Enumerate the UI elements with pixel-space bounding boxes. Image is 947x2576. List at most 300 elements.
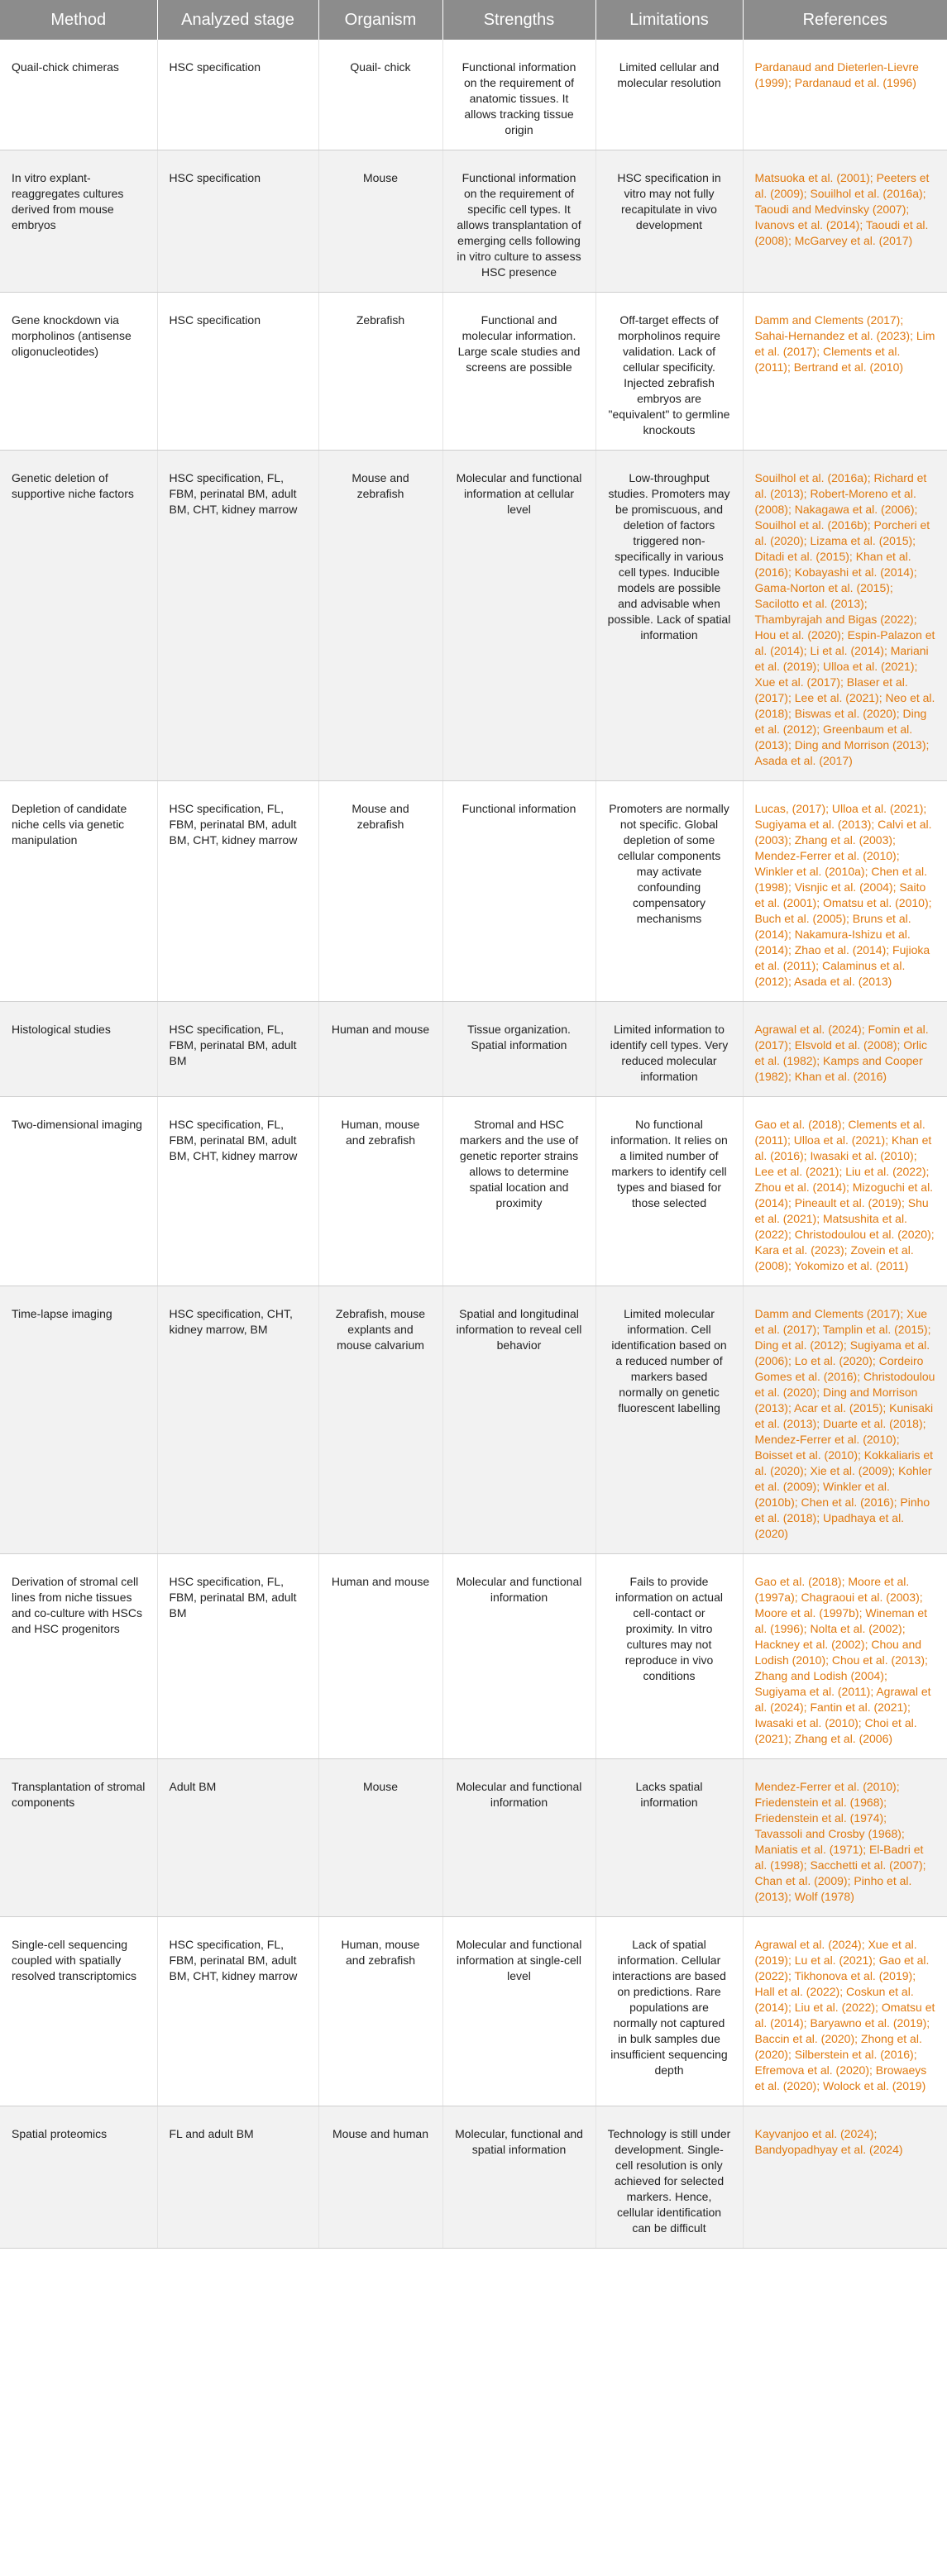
reference-link[interactable]: Clements et al. (2011) xyxy=(754,1118,925,1147)
reference-separator: ; xyxy=(869,2063,876,2077)
reference-link[interactable]: Lucas, (2017) xyxy=(754,802,826,815)
header-strengths: Strengths xyxy=(442,0,595,40)
reference-link[interactable]: Moore et al. (1997b) xyxy=(754,1606,859,1620)
reference-link[interactable]: Tavassoli and Crosby (1968) xyxy=(754,1827,902,1840)
reference-link[interactable]: Fujioka et al. (2011) xyxy=(754,943,930,972)
reference-link[interactable]: Winkler et al. (2010b) xyxy=(754,1480,890,1509)
strengths-cell: Spatial and longitudinal information to reveal cell behavior xyxy=(442,1286,595,1554)
method-cell: In vitro explant-reaggregates cultures derived from mouse embryos xyxy=(0,150,157,293)
reference-separator: ; xyxy=(816,345,823,358)
reference-link[interactable]: Chan et al. (2009) xyxy=(754,1874,848,1887)
reference-link[interactable]: Winkler et al. (2010a) xyxy=(754,865,865,878)
reference-separator: ; xyxy=(787,1133,794,1147)
reference-separator: ; xyxy=(803,1622,811,1635)
reference-link[interactable]: Baccin et al. (2020) xyxy=(754,2032,855,2045)
method-cell: Transplantation of stromal components xyxy=(0,1759,157,1917)
reference-link[interactable]: Zhang et al. (2006) xyxy=(794,1732,893,1745)
reference-link[interactable]: Xue et al. (2017) xyxy=(754,1307,928,1336)
reference-separator: ; xyxy=(912,534,916,547)
method-cell: Gene knockdown via morpholinos (antisense oligonucleotides) xyxy=(0,293,157,451)
reference-link[interactable]: Sahai-Hernandez et al. (2023) xyxy=(754,329,911,342)
reference-separator: ; xyxy=(816,1417,823,1430)
reference-separator: ; xyxy=(787,76,795,89)
reference-separator: ; xyxy=(816,660,823,673)
reference-link[interactable]: Richard et al. (2013) xyxy=(754,471,927,500)
reference-link[interactable]: Ding and Morrison (2013) xyxy=(794,738,926,751)
reference-link[interactable]: Calvi et al. (2003) xyxy=(754,818,932,847)
reference-separator: ; xyxy=(839,1165,846,1178)
reference-link[interactable]: Kara et al. (2023) xyxy=(754,1243,844,1257)
reference-link[interactable]: Choi et al. (2021) xyxy=(754,1716,917,1745)
reference-separator: ; xyxy=(787,1228,795,1241)
reference-link[interactable]: Ding et al. (2012) xyxy=(754,707,927,736)
reference-link[interactable]: Coskun et al. (2014) xyxy=(754,1985,914,2014)
table-row xyxy=(0,1759,947,1917)
reference-link[interactable]: Liu et al. (2022) xyxy=(794,2001,876,2014)
reference-separator: ; xyxy=(787,1953,795,1967)
reference-link[interactable]: Zhong et al. (2020) xyxy=(754,2032,922,2061)
reference-link[interactable]: Gao et al. (2018) xyxy=(754,1118,842,1131)
organism-cell: Mouse and zebrafish xyxy=(318,451,442,781)
reference-separator: ; xyxy=(816,1480,823,1493)
reference-link[interactable]: Espin-Palazon et al. (2014) xyxy=(754,628,935,657)
reference-separator: ; xyxy=(927,1323,931,1336)
reference-link[interactable]: Gao et al. (2018) xyxy=(754,1575,842,1588)
reference-link[interactable]: Damm and Clements (2017) xyxy=(754,313,901,327)
reference-link[interactable]: Khan et al. (2016) xyxy=(794,1070,887,1083)
reference-link[interactable]: Iwasaki et al. (2010) xyxy=(754,1716,859,1729)
references-cell xyxy=(743,150,947,293)
reference-link[interactable]: Zhang et al. (2003) xyxy=(794,833,893,847)
reference-link[interactable]: Khan et al. (2016) xyxy=(754,1133,932,1162)
reference-link[interactable]: Greenbaum et al. (2013) xyxy=(754,723,913,751)
reference-link[interactable]: Maniatis et al. (1971) xyxy=(754,1843,863,1856)
limitations-cell: Fails to provide information on actual cell-contact or proximity. In vitro cultures may not reproduce in vivo conditions xyxy=(595,1554,743,1759)
reference-link[interactable]: Agrawal et al. (2024) xyxy=(754,1685,931,1714)
reference-link[interactable]: Mendez-Ferrer et al. (2010) xyxy=(754,849,897,862)
reference-separator: ; xyxy=(787,1890,795,1903)
reference-link[interactable]: Taoudi and Medvinsky (2007) xyxy=(754,203,906,216)
reference-separator: ; xyxy=(816,1054,823,1067)
reference-separator: ; xyxy=(803,2016,811,2030)
reference-separator: ; xyxy=(787,691,795,704)
reference-link[interactable]: Sacchetti et al. (2007) xyxy=(810,1858,923,1872)
reference-separator: ; xyxy=(902,1622,906,1635)
organism-cell: Mouse and human xyxy=(318,2106,442,2249)
reference-link[interactable]: Wolock et al. (2019) xyxy=(823,2079,926,2092)
table-row xyxy=(0,2106,947,2249)
reference-separator: ; xyxy=(864,865,872,878)
reference-link[interactable]: Chagraoui et al. (2003) xyxy=(801,1591,920,1604)
organism-cell: Human and mouse xyxy=(318,1002,442,1097)
organism-cell: Mouse xyxy=(318,150,442,293)
reference-separator: ; xyxy=(863,1843,870,1856)
reference-link[interactable]: Matsushita et al. (2022) xyxy=(754,1212,907,1241)
table-row xyxy=(0,150,947,293)
method-cell: Derivation of stromal cell lines from niche tissues and co-culture with HSCs and HSC progenitors xyxy=(0,1554,157,1759)
reference-separator: ; xyxy=(816,1212,823,1225)
table-row xyxy=(0,1286,947,1554)
limitations-cell: Limited information to identify cell types. Very reduced molecular information xyxy=(595,1002,743,1097)
reference-separator: ; xyxy=(913,2048,917,2061)
reference-link[interactable]: Hackney et al. (2002) xyxy=(754,1638,865,1651)
reference-separator: ; xyxy=(816,896,823,909)
reference-separator: ; xyxy=(910,329,916,342)
reference-link[interactable]: Nakagawa et al. (2006) xyxy=(794,503,915,516)
reference-separator: ; xyxy=(861,1938,868,1951)
limitations-cell: HSC specification in vitro may not fully recapitulate in vivo development xyxy=(595,150,743,293)
method-cell: Genetic deletion of supportive niche factors xyxy=(0,451,157,781)
reference-link[interactable]: Upadhaya et al. (2020) xyxy=(754,1511,905,1540)
reference-link[interactable]: Cordeiro Gomes et al. (2016) xyxy=(754,1354,924,1383)
reference-link[interactable]: Matsuoka et al. (2001) xyxy=(754,171,870,184)
reference-link[interactable]: Biswas et al. (2020) xyxy=(794,707,897,720)
reference-link[interactable]: Pinho et al. (2013) xyxy=(754,1874,912,1903)
reference-link[interactable]: Pardanaud and Dieterlen-Lievre (1999) xyxy=(754,60,919,89)
reference-link[interactable]: Pardanaud et al. (1996) xyxy=(794,76,916,89)
table-body xyxy=(0,40,947,2249)
reference-link[interactable]: Lee et al. (2021) xyxy=(794,691,879,704)
reference-link[interactable]: Christodoulou et al. (2020) xyxy=(794,1228,931,1241)
limitations-cell: Limited cellular and molecular resolution xyxy=(595,40,743,150)
reference-link[interactable]: Baryawno et al. (2019) xyxy=(810,2016,927,2030)
header-analyzed-stage: Analyzed stage xyxy=(157,0,318,40)
reference-separator: ; xyxy=(864,1638,872,1651)
table-row xyxy=(0,451,947,781)
reference-separator: ; xyxy=(787,503,795,516)
reference-separator: ; xyxy=(892,880,900,894)
reference-link[interactable]: Sugiyama et al. (2013) xyxy=(754,818,872,831)
reference-separator: ; xyxy=(878,691,886,704)
reference-separator: ; xyxy=(870,1685,877,1698)
header-limitations: Limitations xyxy=(595,0,743,40)
limitations-cell: Technology is still under development. Single-cell resolution is only achieved for selected markers. Hence, cellular identification can be difficult xyxy=(595,2106,743,2249)
reference-link[interactable]: Acar et al. (2015) xyxy=(793,1401,883,1414)
reference-link[interactable]: Ding and Morrison (2013) xyxy=(754,1386,918,1414)
reference-separator: ; xyxy=(897,1038,904,1052)
reference-separator: ; xyxy=(859,218,866,231)
reference-link[interactable]: Zovein et al. (2008) xyxy=(754,1243,914,1272)
reference-separator: ; xyxy=(787,975,794,988)
analyzed-stage-cell: HSC specification, CHT, kidney marrow, BM xyxy=(157,1286,318,1554)
reference-link[interactable]: Silberstein et al. (2016) xyxy=(794,2048,914,2061)
reference-link[interactable]: Ding et al. (2012) xyxy=(754,1338,844,1352)
reference-link[interactable]: Blaser et al. (2017) xyxy=(754,675,908,704)
reference-link[interactable]: Elsvold et al. (2008) xyxy=(794,1038,897,1052)
reference-link[interactable]: Sugiyama et al. (2011) xyxy=(754,1685,871,1698)
reference-link[interactable]: Chen et al. (1998) xyxy=(754,865,928,894)
analyzed-stage-cell: HSC specification, FL, FBM, perinatal BM, adult BM, CHT, kidney marrow xyxy=(157,451,318,781)
limitations-cell: Promoters are normally not specific. Global depletion of some cellular components may activate confounding compensatory mechanisms xyxy=(595,781,743,1002)
reference-link[interactable]: Lim et al. (2017) xyxy=(754,329,935,358)
reference-link[interactable]: Damm and Clements (2017) xyxy=(754,1307,901,1320)
header-organism: Organism xyxy=(318,0,442,40)
reference-separator: ; xyxy=(787,738,795,751)
reference-separator: ; xyxy=(872,1953,879,1967)
reference-separator: ; xyxy=(787,2048,795,2061)
reference-link[interactable]: Mendez-Ferrer et al. (2010) xyxy=(754,1433,897,1446)
reference-separator: ; xyxy=(841,1118,849,1131)
reference-link[interactable]: Duarte et al. (2018) xyxy=(823,1417,923,1430)
reference-separator: ; xyxy=(787,2001,795,2014)
reference-link[interactable]: El-Badri et al. (1998) xyxy=(754,1843,924,1872)
reference-link[interactable]: Mizoguchi et al. (2014) xyxy=(754,1181,934,1209)
reference-link[interactable]: Lo et al. (2020) xyxy=(794,1354,873,1367)
reference-link[interactable]: McGarvey et al. (2017) xyxy=(794,234,913,247)
method-cell: Time-lapse imaging xyxy=(0,1286,157,1554)
reference-separator: ; xyxy=(913,1149,917,1162)
reference-link[interactable]: Kamps and Cooper (1982) xyxy=(754,1054,923,1083)
reference-link[interactable]: Zhou et al. (2014) xyxy=(754,1181,847,1194)
reference-separator: ; xyxy=(825,802,832,815)
reference-link[interactable]: Buch et al. (2005) xyxy=(754,912,847,925)
reference-link[interactable]: Wolf (1978) xyxy=(794,1890,854,1903)
method-cell: Single-cell sequencing coupled with spatially resolved transcriptomics xyxy=(0,1917,157,2106)
reference-separator: ; xyxy=(883,1796,887,1809)
reference-separator: ; xyxy=(787,1969,795,1982)
method-cell: Two-dimensional imaging xyxy=(0,1097,157,1286)
reference-link[interactable]: Agrawal et al. (2024) xyxy=(754,1938,862,1951)
reference-link[interactable]: Saito et al. (2001) xyxy=(754,880,926,909)
header-method: Method xyxy=(0,0,157,40)
reference-link[interactable]: Li et al. (2014) xyxy=(810,644,884,657)
references-cell xyxy=(743,2106,947,2249)
limitations-cell: No functional information. It relies on a limited number of markers to identify cell types and biased for those selected xyxy=(595,1097,743,1286)
reference-link[interactable]: Xie et al. (2009) xyxy=(810,1464,892,1477)
reference-link[interactable]: Ditadi et al. (2015) xyxy=(754,550,849,563)
reference-link[interactable]: Fomin et al. (2017) xyxy=(754,1023,929,1052)
reference-link[interactable]: Visnjic et al. (2004) xyxy=(794,880,893,894)
reference-separator: ; xyxy=(885,1133,892,1147)
reference-separator: ; xyxy=(816,1511,823,1524)
reference-link[interactable]: Shu et al. (2021) xyxy=(754,1196,929,1225)
reference-link[interactable]: Tamplin et al. (2015) xyxy=(822,1323,928,1336)
reference-link[interactable]: Kobayashi et al. (2014) xyxy=(794,565,914,579)
header-references: References xyxy=(743,0,947,40)
reference-separator: ; xyxy=(900,1307,907,1320)
reference-link[interactable]: Nolta et al. (2002) xyxy=(810,1622,902,1635)
reference-link[interactable]: Sacilotto et al. (2013) xyxy=(754,597,864,610)
reference-link[interactable]: Zhao et al. (2014) xyxy=(794,943,887,956)
reference-separator: ; xyxy=(883,1811,887,1825)
strengths-cell: Functional information on the requirement of specific cell types. It allows transplantation of emerging cells following in vitro culture to assess HSC presence xyxy=(442,150,595,293)
reference-separator: ; xyxy=(815,959,822,972)
reference-link[interactable]: Browaeys et al. (2020) xyxy=(754,2063,927,2092)
reference-link[interactable]: Friedenstein et al. (1974) xyxy=(754,1811,884,1825)
organism-cell: Zebrafish, mouse explants and mouse calvarium xyxy=(318,1286,442,1554)
reference-separator: ; xyxy=(926,2016,930,2030)
references-cell xyxy=(743,1917,947,2106)
strengths-cell: Molecular and functional information xyxy=(442,1554,595,1759)
reference-link[interactable]: Mendez-Ferrer et al. (2010) xyxy=(754,1780,897,1793)
reference-separator: ; xyxy=(875,2001,882,2014)
reference-link[interactable]: Chou et al. (2013) xyxy=(831,1653,925,1667)
reference-link[interactable]: Porcheri et al. (2020) xyxy=(754,518,930,547)
table-header xyxy=(0,0,947,40)
reference-link[interactable]: Hall et al. (2022) xyxy=(754,1985,840,1998)
reference-separator: ; xyxy=(794,1496,801,1509)
reference-separator: ; xyxy=(857,1370,864,1383)
reference-link[interactable]: Liu et al. (2022) xyxy=(845,1165,926,1178)
reference-separator: ; xyxy=(787,360,794,374)
reference-link[interactable]: Gama-Norton et al. (2015) xyxy=(754,581,890,594)
reference-separator: ; xyxy=(871,818,878,831)
reference-link[interactable]: Ulloa et al. (2021) xyxy=(823,660,915,673)
reference-separator: ; xyxy=(882,1401,890,1414)
reference-link[interactable]: Bertrand et al. (2010) xyxy=(793,360,904,374)
reference-separator: ; xyxy=(803,534,811,547)
strengths-cell: Functional information xyxy=(442,781,595,1002)
reference-separator: ; xyxy=(816,723,823,736)
reference-separator: ; xyxy=(787,833,795,847)
references-cell xyxy=(743,1097,947,1286)
reference-link[interactable]: Souilhol et al. (2016a) xyxy=(754,471,868,484)
strengths-cell: Stromal and HSC markers and the use of genetic reporter strains allows to determine spatial location and proximity xyxy=(442,1097,595,1286)
reference-link[interactable]: Lee et al. (2021) xyxy=(754,1165,839,1178)
analyzed-stage-cell: HSC specification, FL, FBM, perinatal BM, adult BM, CHT, kidney marrow xyxy=(157,1917,318,2106)
limitations-cell: Lack of spatial information. Cellular interactions are based on predictions. Rare populations are normally not captured in bulk samples due insufficient sequencing depth xyxy=(595,1917,743,2106)
reference-separator: ; xyxy=(914,503,918,516)
reference-separator: ; xyxy=(913,565,917,579)
table-row xyxy=(0,781,947,1002)
reference-link[interactable]: Kohler et al. (2009) xyxy=(754,1464,932,1493)
reference-link[interactable]: Wineman et al. (1996) xyxy=(754,1606,928,1635)
reference-link[interactable]: Souilhol et al. (2016b) xyxy=(754,518,868,532)
reference-link[interactable]: Xue et al. (2019) xyxy=(754,1938,917,1967)
reference-separator: ; xyxy=(892,833,896,847)
strengths-cell: Molecular, functional and spatial information xyxy=(442,2106,595,2249)
reference-link[interactable]: Xue et al. (2017) xyxy=(754,675,841,689)
reference-separator: ; xyxy=(803,644,811,657)
reference-separator: ; xyxy=(919,1591,923,1604)
analyzed-stage-cell: HSC specification, FL, FBM, perinatal BM, adult BM, CHT, kidney marrow xyxy=(157,781,318,1002)
organism-cell: Mouse xyxy=(318,1759,442,1917)
reference-link[interactable]: Orlic et al. (1982) xyxy=(754,1038,928,1067)
reference-link[interactable]: Mariani et al. (2019) xyxy=(754,644,929,673)
reference-link[interactable]: Taoudi et al. (2008) xyxy=(754,218,929,247)
reference-separator: ; xyxy=(892,1464,899,1477)
reference-separator: ; xyxy=(787,1070,795,1083)
reference-separator: ; xyxy=(922,187,926,200)
reference-separator: ; xyxy=(901,1196,908,1209)
reference-link[interactable]: Lu et al. (2021) xyxy=(794,1953,873,1967)
reference-link[interactable]: Moore et al. (1997a) xyxy=(754,1575,910,1604)
organism-cell: Quail- chick xyxy=(318,40,442,150)
reference-separator: ; xyxy=(803,1464,811,1477)
reference-separator: ; xyxy=(867,518,874,532)
reference-link[interactable]: Peeters et al. (2009) xyxy=(754,171,930,200)
reference-separator: ; xyxy=(925,1165,930,1178)
reference-separator: ; xyxy=(914,660,918,673)
reference-separator: ; xyxy=(847,1874,854,1887)
reference-link[interactable]: Kokkaliaris et al. (2020) xyxy=(754,1448,934,1477)
reference-link[interactable]: Iwasaki et al. (2010) xyxy=(810,1149,914,1162)
reference-link[interactable]: Clements et al. (2011) xyxy=(754,345,901,374)
reference-link[interactable]: Kunisaki et al. (2013) xyxy=(754,1401,934,1430)
limitations-cell: Low-throughput studies. Promoters may be promiscuous, and deletion of factors triggered non-specifically in various cell types. Inducible models are possible and advisable when possible. Lack of spatial information xyxy=(595,451,743,781)
analyzed-stage-cell: HSC specification xyxy=(157,150,318,293)
reference-link[interactable]: Pineault et al. (2019) xyxy=(794,1196,902,1209)
reference-link[interactable]: Ivanovs et al. (2014) xyxy=(754,218,860,231)
method-cell: Depletion of candidate niche cells via genetic manipulation xyxy=(0,781,157,1002)
limitations-cell: Limited molecular information. Cell identification based on a reduced number of markers based normally on genetic fluorescent labelling xyxy=(595,1286,743,1554)
reference-link[interactable]: Agrawal et al. (2024) xyxy=(754,1023,862,1036)
organism-cell: Human, mouse and zebrafish xyxy=(318,1097,442,1286)
reference-link[interactable]: Tikhonova et al. (2019) xyxy=(794,1969,913,1982)
reference-link[interactable]: Neo et al. (2018) xyxy=(754,691,935,720)
references-cell xyxy=(743,293,947,451)
reference-link[interactable]: Gao et al. (2022) xyxy=(754,1953,930,1982)
reference-link[interactable]: Thambyrajah and Bigas (2022) xyxy=(754,613,914,626)
reference-link[interactable]: Boisset et al. (2010) xyxy=(754,1448,859,1462)
reference-separator: ; xyxy=(901,1827,905,1840)
reference-separator: ; xyxy=(787,1732,795,1745)
reference-link[interactable]: Fantin et al. (2021) xyxy=(810,1701,907,1714)
reference-separator: ; xyxy=(867,471,874,484)
reference-link[interactable]: Ulloa et al. (2021) xyxy=(831,802,924,815)
reference-link[interactable]: Pinho et al. (2018) xyxy=(754,1496,930,1524)
reference-link[interactable]: Asada et al. (2017) xyxy=(754,754,853,767)
reference-separator: ; xyxy=(886,943,893,956)
reference-link[interactable]: Robert-Moreno et al. (2008) xyxy=(754,487,916,516)
reference-separator: ; xyxy=(858,1448,864,1462)
method-cell: Quail-chick chimeras xyxy=(0,40,157,150)
organism-cell: Human and mouse xyxy=(318,1554,442,1759)
reference-link[interactable]: Nakamura-Ishizu et al. (2014) xyxy=(754,928,911,956)
reference-link[interactable]: Sugiyama et al. (2006) xyxy=(754,1338,930,1367)
reference-separator: ; xyxy=(787,565,795,579)
reference-link[interactable]: Bruns et al. (2014) xyxy=(754,912,911,941)
strengths-cell: Molecular and functional information at single-cell level xyxy=(442,1917,595,2106)
reference-link[interactable]: Calaminus et al. (2012) xyxy=(754,959,906,988)
reference-link[interactable]: Khan et al. (2016) xyxy=(754,550,911,579)
reference-separator: ; xyxy=(913,613,917,626)
reference-separator: ; xyxy=(858,1716,865,1729)
analyzed-stage-cell: FL and adult BM xyxy=(157,2106,318,2249)
reference-separator: ; xyxy=(922,1858,926,1872)
reference-link[interactable]: Ulloa et al. (2021) xyxy=(793,1133,886,1147)
reference-separator: ; xyxy=(900,313,904,327)
reference-link[interactable]: Bandyopadhyay et al. (2024) xyxy=(754,2143,903,2156)
reference-separator: ; xyxy=(873,2127,878,2140)
reference-link[interactable]: Christodoulou et al. (2020) xyxy=(754,1370,935,1399)
reference-separator: ; xyxy=(906,1701,911,1714)
reference-link[interactable]: Asada et al. (2013) xyxy=(793,975,892,988)
reference-link[interactable]: Souilhol et al. (2016a) xyxy=(810,187,923,200)
reference-separator: ; xyxy=(846,912,853,925)
reference-separator: ; xyxy=(912,1969,916,1982)
reference-separator: ; xyxy=(863,597,868,610)
reference-link[interactable]: Omatsu et al. (2010) xyxy=(823,896,929,909)
reference-link[interactable]: Omatsu et al. (2014) xyxy=(754,2001,935,2030)
reference-separator: ; xyxy=(896,1433,900,1446)
reference-link[interactable]: Chen et al. (2016) xyxy=(801,1496,894,1509)
reference-separator: ; xyxy=(825,1653,832,1667)
reference-link[interactable]: Hou et al. (2020) xyxy=(754,628,841,642)
reference-separator: ; xyxy=(840,628,848,642)
limitations-cell: Lacks spatial information xyxy=(595,1759,743,1917)
reference-link[interactable]: Yokomizo et al. (2011) xyxy=(794,1259,909,1272)
reference-link[interactable]: Friedenstein et al. (1968) xyxy=(754,1796,884,1809)
reference-separator: ; xyxy=(840,675,847,689)
reference-link[interactable]: Zhang and Lodish (2004) xyxy=(754,1669,884,1682)
reference-link[interactable]: Chou and Lodish (2010) xyxy=(754,1638,922,1667)
analyzed-stage-cell: HSC specification xyxy=(157,40,318,150)
reference-link[interactable]: Kayvanjoo et al. (2024) xyxy=(754,2127,874,2140)
reference-link[interactable]: Efremova et al. (2020) xyxy=(754,2063,870,2077)
reference-link[interactable]: Lizama et al. (2015) xyxy=(810,534,913,547)
organism-cell: Zebrafish xyxy=(318,293,442,451)
